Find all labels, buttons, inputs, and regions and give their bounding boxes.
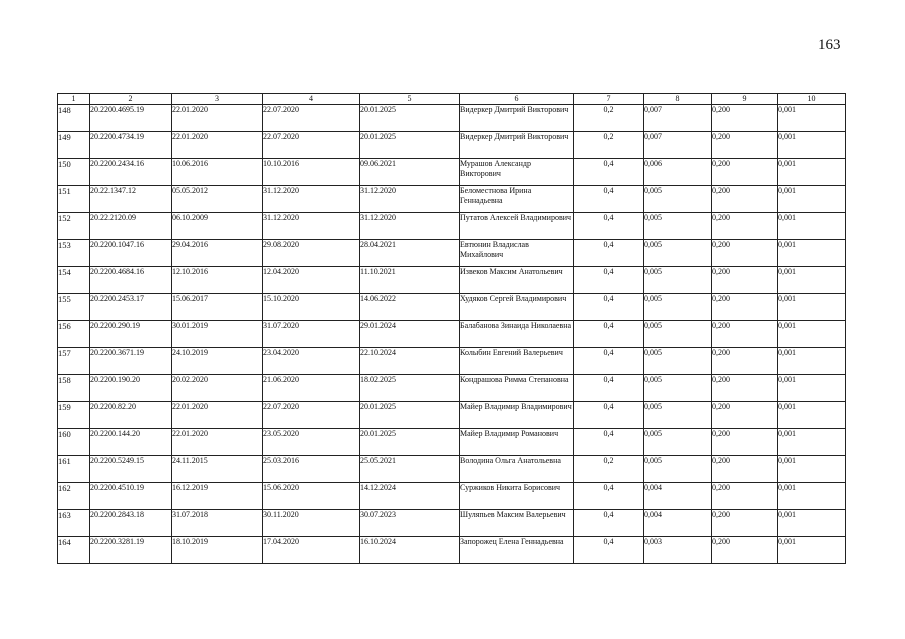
holder-name: Видеркер Дмитрий Викторович <box>460 132 574 159</box>
value-7: 0,4 <box>574 159 644 186</box>
holder-name: Худяков Сергей Владимирович <box>460 294 574 321</box>
value-7: 0,4 <box>574 267 644 294</box>
value-9: 0,200 <box>712 105 778 132</box>
holder-name: Видеркер Дмитрий Викторович <box>460 105 574 132</box>
value-7: 0,4 <box>574 213 644 240</box>
table-row <box>58 267 846 294</box>
table-row <box>58 456 846 483</box>
holder-name: Запорожец Елена Геннадьевна <box>460 537 574 564</box>
table-row <box>58 186 846 213</box>
value-10: 0,001 <box>778 321 846 348</box>
value-7: 0,2 <box>574 456 644 483</box>
register-table <box>57 93 846 564</box>
start-date: 23.05.2020 <box>263 429 360 456</box>
license-number: 20.2200.4695.19 <box>90 105 172 132</box>
row-number: 162 <box>58 483 90 510</box>
license-number: 20.2200.82.20 <box>90 402 172 429</box>
table-row <box>58 537 846 564</box>
value-8: 0,005 <box>644 429 712 456</box>
end-date: 31.12.2020 <box>360 186 460 213</box>
value-8: 0,007 <box>644 132 712 159</box>
value-7: 0,4 <box>574 429 644 456</box>
start-date: 15.10.2020 <box>263 294 360 321</box>
license-number: 20.2200.3671.19 <box>90 348 172 375</box>
issue-date: 10.06.2016 <box>172 159 263 186</box>
end-date: 22.10.2024 <box>360 348 460 375</box>
license-number: 20.2200.290.19 <box>90 321 172 348</box>
issue-date: 29.04.2016 <box>172 240 263 267</box>
value-7: 0,4 <box>574 348 644 375</box>
end-date: 20.01.2025 <box>360 429 460 456</box>
value-7: 0,4 <box>574 186 644 213</box>
holder-name: Суржиков Никита Борисович <box>460 483 574 510</box>
register-body <box>58 105 846 564</box>
row-number: 149 <box>58 132 90 159</box>
value-7: 0,4 <box>574 483 644 510</box>
start-date: 29.08.2020 <box>263 240 360 267</box>
row-number: 148 <box>58 105 90 132</box>
value-9: 0,200 <box>712 159 778 186</box>
start-date: 30.11.2020 <box>263 510 360 537</box>
end-date: 25.05.2021 <box>360 456 460 483</box>
value-10: 0,001 <box>778 159 846 186</box>
value-7: 0,4 <box>574 240 644 267</box>
value-9: 0,200 <box>712 429 778 456</box>
row-number: 152 <box>58 213 90 240</box>
issue-date: 18.10.2019 <box>172 537 263 564</box>
issue-date: 24.10.2019 <box>172 348 263 375</box>
issue-date: 30.01.2019 <box>172 321 263 348</box>
holder-name: Путатов Алексей Владимирович <box>460 213 574 240</box>
value-10: 0,001 <box>778 402 846 429</box>
value-9: 0,200 <box>712 510 778 537</box>
end-date: 18.02.2025 <box>360 375 460 402</box>
value-9: 0,200 <box>712 132 778 159</box>
holder-name: Колыбин Евгений Валерьевич <box>460 348 574 375</box>
table-row <box>58 429 846 456</box>
end-date: 09.06.2021 <box>360 159 460 186</box>
end-date: 16.10.2024 <box>360 537 460 564</box>
value-9: 0,200 <box>712 186 778 213</box>
table-row <box>58 375 846 402</box>
holder-name: Володина Ольга Анатольевна <box>460 456 574 483</box>
license-number: 20.2200.1047.16 <box>90 240 172 267</box>
holder-name: Евтюнин Владислав Михайлович <box>460 240 574 267</box>
end-date: 20.01.2025 <box>360 132 460 159</box>
value-9: 0,200 <box>712 213 778 240</box>
issue-date: 22.01.2020 <box>172 402 263 429</box>
end-date: 20.01.2025 <box>360 105 460 132</box>
value-7: 0,4 <box>574 537 644 564</box>
start-date: 17.04.2020 <box>263 537 360 564</box>
start-date: 25.03.2016 <box>263 456 360 483</box>
issue-date: 12.10.2016 <box>172 267 263 294</box>
column-header: 10 <box>778 94 846 105</box>
value-7: 0,4 <box>574 402 644 429</box>
value-8: 0,005 <box>644 186 712 213</box>
value-7: 0,4 <box>574 321 644 348</box>
value-10: 0,001 <box>778 294 846 321</box>
value-10: 0,001 <box>778 348 846 375</box>
value-9: 0,200 <box>712 483 778 510</box>
value-9: 0,200 <box>712 348 778 375</box>
value-8: 0,005 <box>644 321 712 348</box>
row-number: 159 <box>58 402 90 429</box>
value-7: 0,4 <box>574 294 644 321</box>
row-number: 155 <box>58 294 90 321</box>
row-number: 160 <box>58 429 90 456</box>
license-number: 20.2200.3281.19 <box>90 537 172 564</box>
end-date: 30.07.2023 <box>360 510 460 537</box>
value-8: 0,004 <box>644 510 712 537</box>
value-9: 0,200 <box>712 456 778 483</box>
row-number: 163 <box>58 510 90 537</box>
license-number: 20.2200.2453.17 <box>90 294 172 321</box>
column-header: 6 <box>460 94 574 105</box>
start-date: 31.12.2020 <box>263 186 360 213</box>
issue-date: 22.01.2020 <box>172 429 263 456</box>
row-number: 154 <box>58 267 90 294</box>
issue-date: 31.07.2018 <box>172 510 263 537</box>
value-10: 0,001 <box>778 429 846 456</box>
value-10: 0,001 <box>778 132 846 159</box>
value-10: 0,001 <box>778 537 846 564</box>
value-8: 0,005 <box>644 294 712 321</box>
start-date: 21.06.2020 <box>263 375 360 402</box>
issue-date: 24.11.2015 <box>172 456 263 483</box>
value-7: 0,2 <box>574 105 644 132</box>
license-number: 20.2200.4684.16 <box>90 267 172 294</box>
value-8: 0,005 <box>644 267 712 294</box>
value-8: 0,005 <box>644 348 712 375</box>
column-header: 1 <box>58 94 90 105</box>
column-header: 4 <box>263 94 360 105</box>
value-8: 0,006 <box>644 159 712 186</box>
issue-date: 05.05.2012 <box>172 186 263 213</box>
start-date: 10.10.2016 <box>263 159 360 186</box>
header-row <box>58 94 846 105</box>
issue-date: 16.12.2019 <box>172 483 263 510</box>
column-header: 5 <box>360 94 460 105</box>
value-9: 0,200 <box>712 402 778 429</box>
license-number: 20.2200.4734.19 <box>90 132 172 159</box>
page-number: 163 <box>818 37 841 53</box>
issue-date: 06.10.2009 <box>172 213 263 240</box>
column-header: 2 <box>90 94 172 105</box>
holder-name: Балабанова Зинаида Николаевна <box>460 321 574 348</box>
value-10: 0,001 <box>778 213 846 240</box>
holder-name: Извеков Максим Анатольевич <box>460 267 574 294</box>
value-8: 0,005 <box>644 402 712 429</box>
value-7: 0,2 <box>574 132 644 159</box>
holder-name: Кондрашова Римма Степановна <box>460 375 574 402</box>
value-8: 0,005 <box>644 456 712 483</box>
table-row <box>58 402 846 429</box>
value-8: 0,007 <box>644 105 712 132</box>
row-number: 157 <box>58 348 90 375</box>
table-row <box>58 348 846 375</box>
license-number: 20.2200.4510.19 <box>90 483 172 510</box>
value-10: 0,001 <box>778 267 846 294</box>
column-header: 3 <box>172 94 263 105</box>
end-date: 31.12.2020 <box>360 213 460 240</box>
holder-name: Шуляпьев Максим Валерьевич <box>460 510 574 537</box>
start-date: 23.04.2020 <box>263 348 360 375</box>
license-number: 20.2200.190.20 <box>90 375 172 402</box>
row-number: 161 <box>58 456 90 483</box>
value-10: 0,001 <box>778 456 846 483</box>
value-7: 0,4 <box>574 510 644 537</box>
start-date: 12.04.2020 <box>263 267 360 294</box>
row-number: 151 <box>58 186 90 213</box>
value-8: 0,003 <box>644 537 712 564</box>
end-date: 14.06.2022 <box>360 294 460 321</box>
end-date: 14.12.2024 <box>360 483 460 510</box>
start-date: 22.07.2020 <box>263 105 360 132</box>
table-row <box>58 105 846 132</box>
table-row <box>58 240 846 267</box>
license-number: 20.2200.2434.16 <box>90 159 172 186</box>
end-date: 11.10.2021 <box>360 267 460 294</box>
value-8: 0,005 <box>644 375 712 402</box>
value-9: 0,200 <box>712 294 778 321</box>
start-date: 31.07.2020 <box>263 321 360 348</box>
license-number: 20.22.2120.09 <box>90 213 172 240</box>
license-number: 20.2200.144.20 <box>90 429 172 456</box>
holder-name: Беломестнова Ирина Геннадьевна <box>460 186 574 213</box>
value-9: 0,200 <box>712 537 778 564</box>
value-8: 0,004 <box>644 483 712 510</box>
value-9: 0,200 <box>712 267 778 294</box>
holder-name: Майер Владимир Владимирович <box>460 402 574 429</box>
row-number: 156 <box>58 321 90 348</box>
row-number: 153 <box>58 240 90 267</box>
value-10: 0,001 <box>778 483 846 510</box>
start-date: 22.07.2020 <box>263 132 360 159</box>
end-date: 20.01.2025 <box>360 402 460 429</box>
table-row <box>58 159 846 186</box>
value-8: 0,005 <box>644 240 712 267</box>
end-date: 28.04.2021 <box>360 240 460 267</box>
issue-date: 15.06.2017 <box>172 294 263 321</box>
value-10: 0,001 <box>778 105 846 132</box>
issue-date: 22.01.2020 <box>172 132 263 159</box>
value-9: 0,200 <box>712 240 778 267</box>
value-9: 0,200 <box>712 321 778 348</box>
issue-date: 20.02.2020 <box>172 375 263 402</box>
row-number: 150 <box>58 159 90 186</box>
license-number: 20.22.1347.12 <box>90 186 172 213</box>
value-10: 0,001 <box>778 186 846 213</box>
row-number: 164 <box>58 537 90 564</box>
value-10: 0,001 <box>778 240 846 267</box>
license-number: 20.2200.5249.15 <box>90 456 172 483</box>
holder-name: Мурашов Александр Викторович <box>460 159 574 186</box>
table-row <box>58 213 846 240</box>
issue-date: 22.01.2020 <box>172 105 263 132</box>
table-row <box>58 510 846 537</box>
license-number: 20.2200.2843.18 <box>90 510 172 537</box>
value-9: 0,200 <box>712 375 778 402</box>
table-row <box>58 132 846 159</box>
column-header: 9 <box>712 94 778 105</box>
value-10: 0,001 <box>778 375 846 402</box>
start-date: 15.06.2020 <box>263 483 360 510</box>
value-7: 0,4 <box>574 375 644 402</box>
end-date: 29.01.2024 <box>360 321 460 348</box>
holder-name: Майер Владимир Романович <box>460 429 574 456</box>
value-8: 0,005 <box>644 213 712 240</box>
table-row <box>58 321 846 348</box>
row-number: 158 <box>58 375 90 402</box>
table-row <box>58 294 846 321</box>
start-date: 22.07.2020 <box>263 402 360 429</box>
table-row <box>58 483 846 510</box>
start-date: 31.12.2020 <box>263 213 360 240</box>
value-10: 0,001 <box>778 510 846 537</box>
column-header: 7 <box>574 94 644 105</box>
column-header: 8 <box>644 94 712 105</box>
